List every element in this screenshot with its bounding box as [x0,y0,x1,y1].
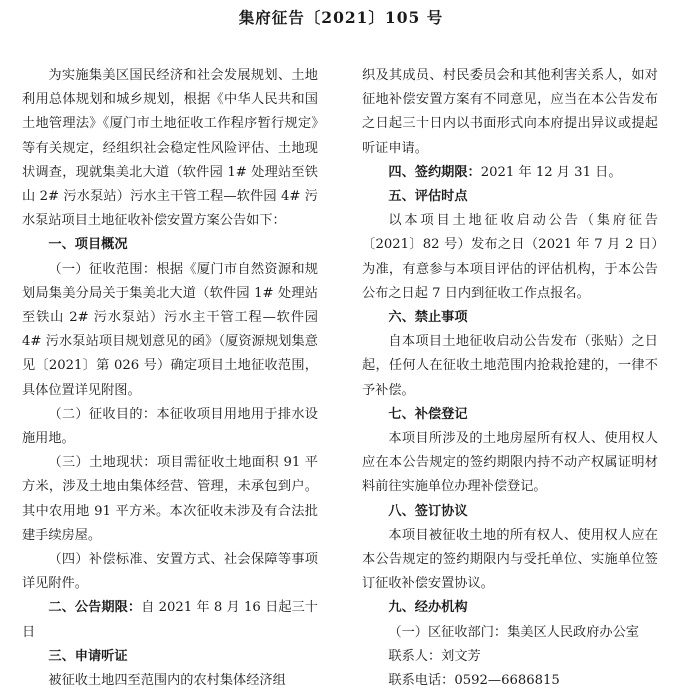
section-9-contact: 联系人：刘文芳 [388,648,481,664]
section-6-heading: 六、禁止事项 [388,310,468,326]
section-1-heading: 一、项目概况 [48,237,128,253]
section-9-phone: 联系电话：0592—6686815 [388,673,560,689]
section-3-heading: 三、申请听证 [48,648,128,664]
section-2-heading: 二、公告期限： [48,600,142,616]
section-5-heading: 五、评估时点 [388,189,468,205]
section-4-heading: 四、签约期限： [388,164,481,180]
section-5-text: 以本项目土地征收启动公告（集府征告〔2021〕82 号）发布之日（2021 年 7 月 2 日）为准，有意参与本项目评估的评估机构，于本公告公布之日起 7 日内到征收工作点报名。 [362,213,658,301]
section-4 [362,161,658,185]
section-1-compensation: （四）补偿标准、安置方式、社会保障等事项详见附件。 [22,552,318,592]
column-divider [340,64,341,664]
section-4-text: 2021 年 12 月 31 日。 [480,164,622,180]
section-6-text: 自本项目土地征收启动公告发布（张贴）之日起，任何人在征收土地范围内抢栽抢建的，一律不予补偿。 [362,334,658,398]
section-8-heading: 八、签订协议 [388,503,468,519]
section-1-land-status: （三）土地现状：项目需征收土地面积 91 平方米，涉及土地由集体经营、管理，未承包到户。其中农用地 91 平方米。本次征收未涉及有合法批建手续房屋。 [22,455,318,543]
left-column [22,64,318,693]
section-9-department: （一）区征收部门：集美区人民政府办公室 [388,624,639,640]
section-8-text: 本项目被征收土地的所有权人、使用权人应在本公告规定的签约期限内与受托单位、实施单位签订征收补偿安置协议。 [362,527,658,592]
section-2-text: 自 2021 年 8 月 16 日起三十日 [22,600,318,640]
section-7-text: 本项目所涉及的土地房屋所有权人、使用权人应在本公告规定的签约期限内持不动产权属证明材料前往实施单位办理补偿登记。 [362,431,658,495]
right-column [362,64,658,693]
section-2 [22,596,318,644]
section-1-purpose: （二）征收目的：本征收项目用地用于排水设施用地。 [22,406,318,447]
section-3-text-start: 被征收土地四至范围内的农村集体经济组 [48,673,286,689]
section-9-heading: 九、经办机构 [388,600,468,616]
section-1-scope: （一）征收范围：根据《厦门市自然资源和规划局集美分局关于集美北大道（软件园 1# 处理站至铁山 2# 污水泵站）污水主干管工程—软件园 4# 污水泵站项目规划意见的函》（厦资源规划集意见〔2021〕第 026 号）确定项目土地征收范围，具体位置详见附图。 [22,261,318,398]
section-3-text-cont: 织及其成员、村民委员会和其他利害关系人，如对征地补偿安置方案有不同意见，应当在本公告发布之日起三十日内以书面形式向本府提出异议或提起听证申请。 [362,68,658,156]
intro-paragraph: 为实施集美区国民经济和社会发展规划、土地利用总体规划和城乡规划，根据《中华人民共和国土地管理法》《厦门市土地征收工作程序暂行规定》等有关规定，经组织社会稳定性风险评估、土地现状调查，现就集美北大道（软件园 1# 处理站至铁山 2# 污水泵站）污水主干管工程—软件园 4# 污水泵站项目土地征收补偿安置方案公告如下： [22,68,318,229]
section-7-heading: 七、补偿登记 [388,406,468,422]
document-title: 集府征告〔2021〕105 号 [238,8,444,27]
